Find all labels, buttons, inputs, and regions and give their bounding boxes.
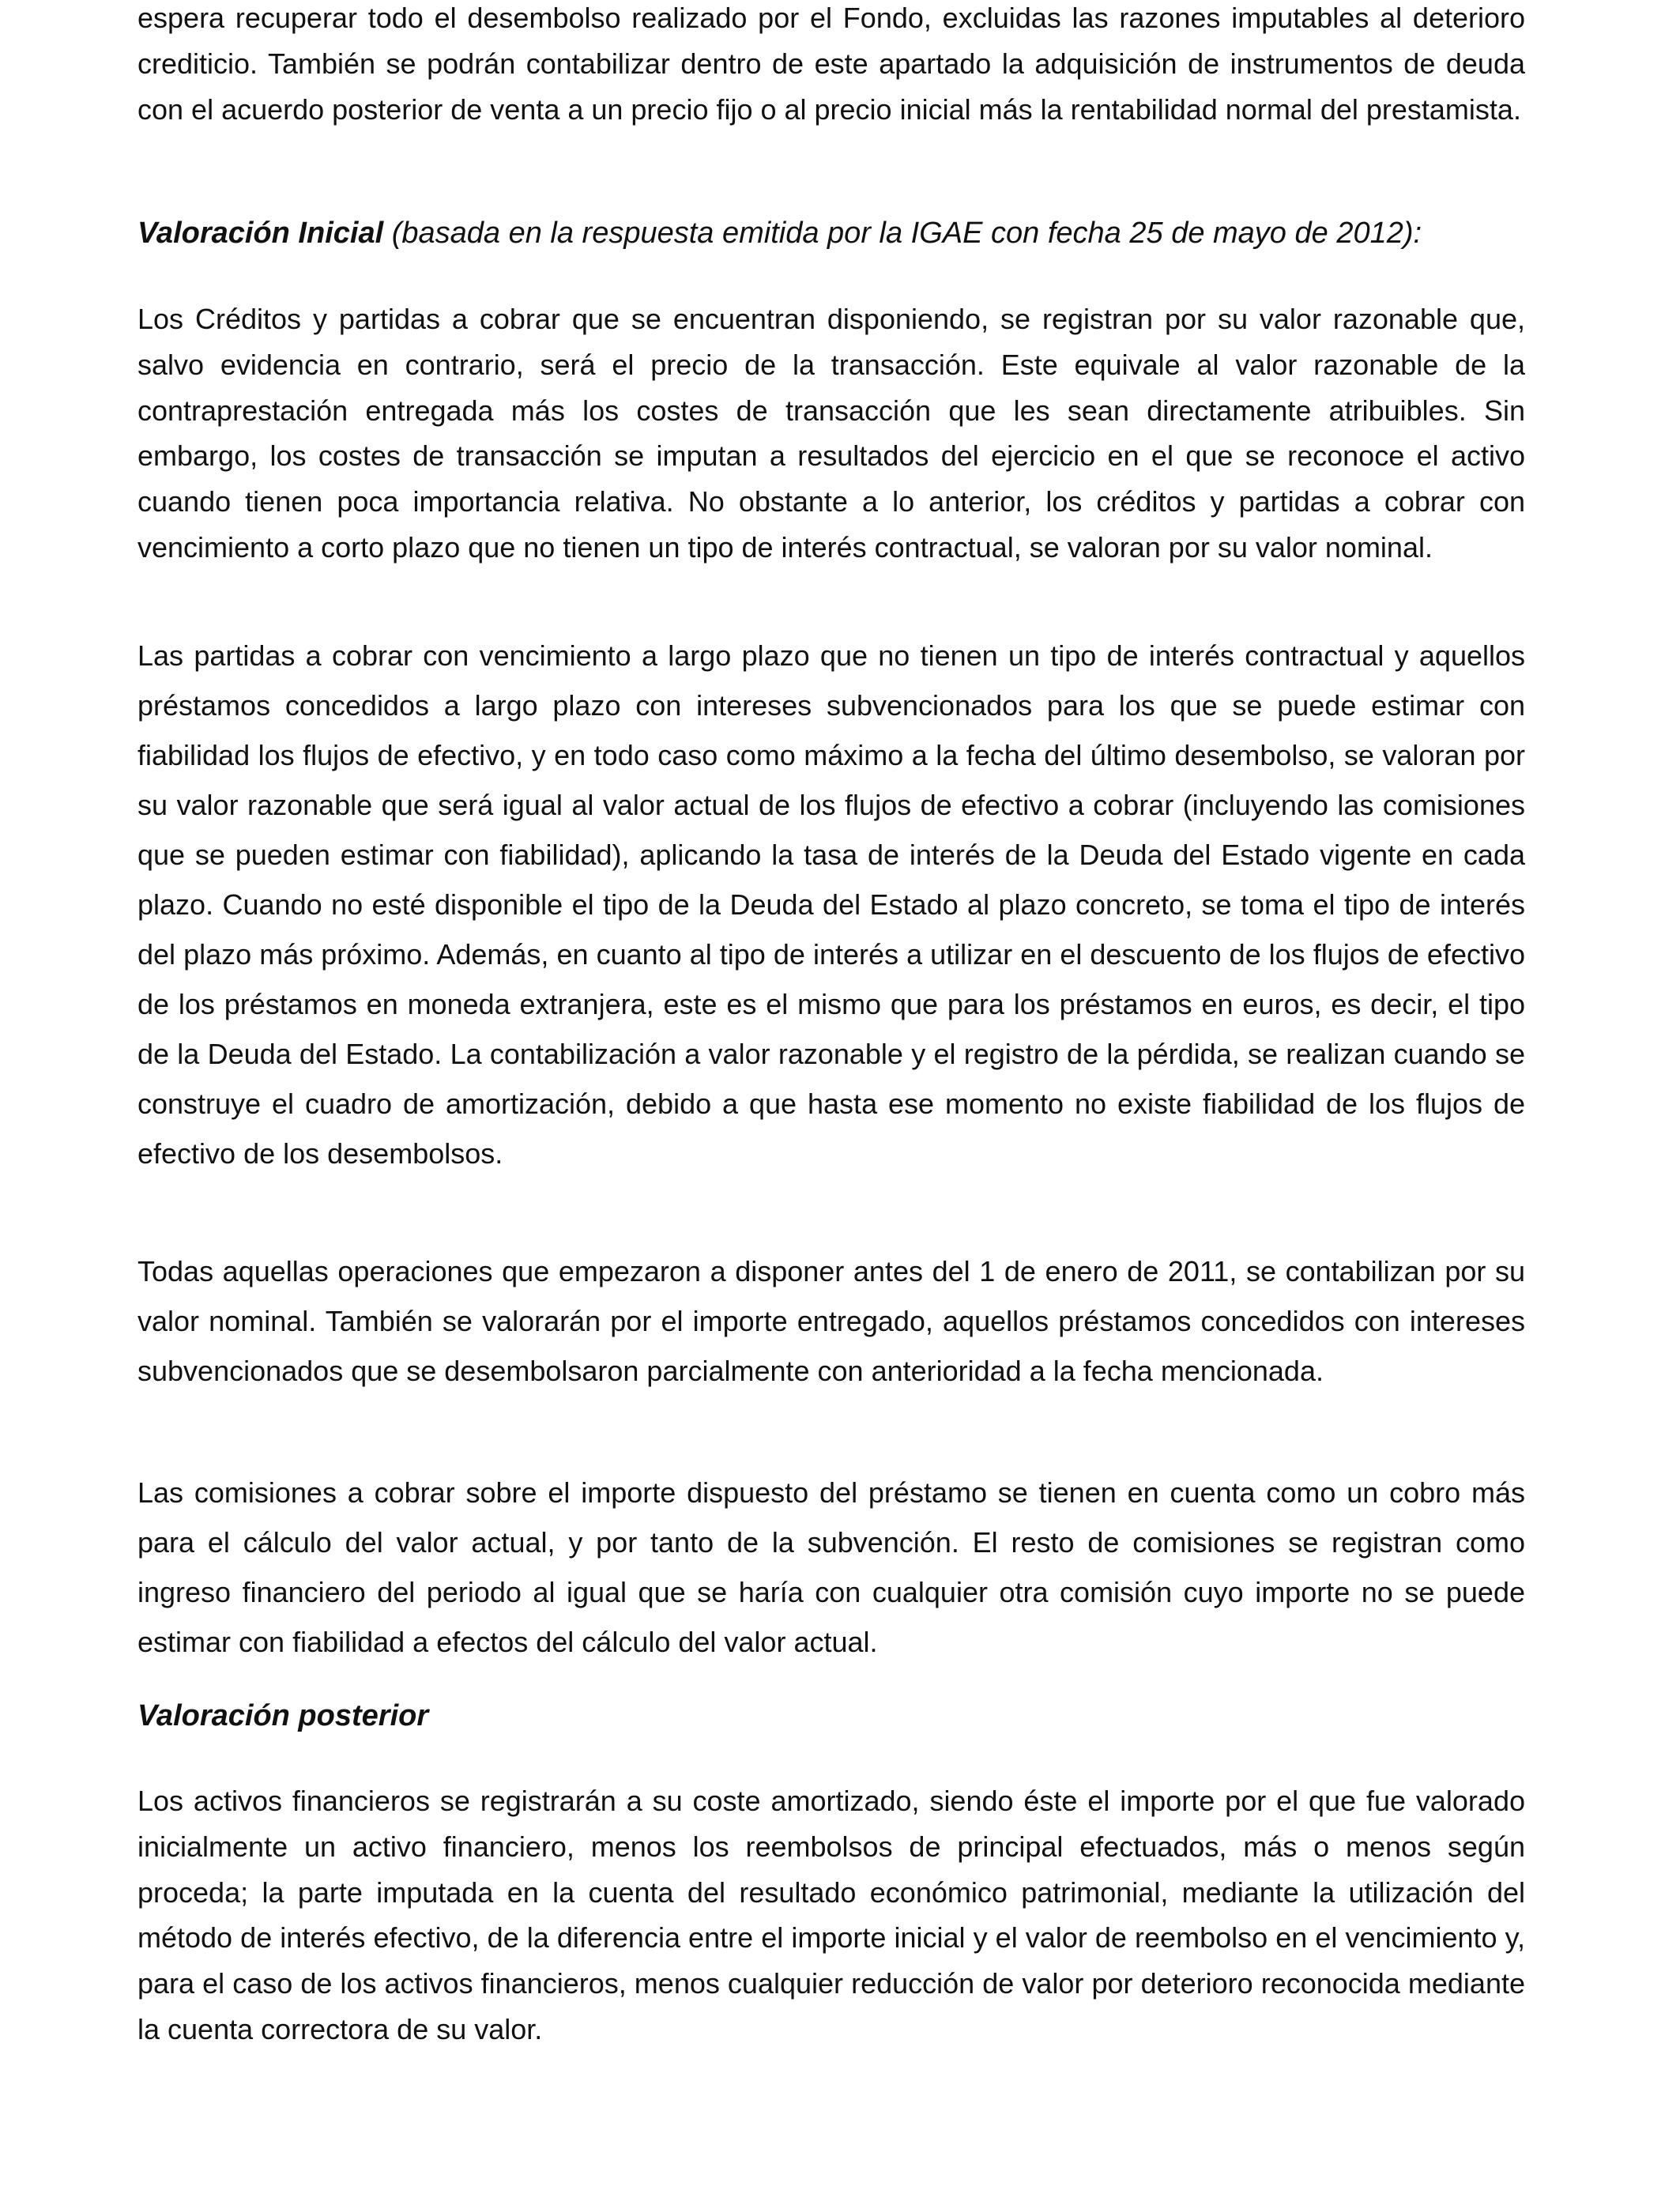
paragraph-partidas-largo-plazo: Las partidas a cobrar con vencimiento a largo plazo que no tienen un tipo de interés contractual y aquellos préstamos concedidos a largo plazo con intereses subvencionados para los que se puede estimar con fiabilidad los flujos de efectivo, y en todo caso como máximo a la fecha del último desembolso, se valoran por su valor razonable que será igual al valor actual de los flujos de efectivo a cobrar (incluyendo las comisiones que se pueden estimar con fiabilidad), aplicando la tasa de interés de la Deuda del Estado vigente en cada plazo. Cuando no esté disponible el tipo de la Deuda del Estado al plazo concreto, se toma el tipo de interés del plazo más próximo. Además, en cuanto al tipo de interés a utilizar en el descuento de los flujos de efectivo de los préstamos en moneda extranjera, este es el mismo que para los préstamos en euros, es decir, el tipo de la Deuda del Estado. La contabilización a valor razonable y el registro de la pérdida, se realizan cuando se construye el cuadro de amortización, debido a que hasta ese momento no existe fiabilidad de los flujos de efectivo de los desembolsos.	[137, 639, 1525, 1170]
heading-valoracion-inicial	[137, 210, 1525, 256]
paragraph-intro: espera recuperar todo el desembolso realizado por el Fondo, excluidas las razones imputables al deterioro crediticio. También se podrán contabilizar dentro de este apartado la adquisición de instrumentos de deuda con el acuerdo posterior de venta a un precio fijo o al precio inicial más la rentabilidad normal del prestamista.	[137, 2, 1525, 126]
heading-note: (basada en la respuesta emitida por la IGAE con fecha 25 de mayo de 2012):	[391, 217, 1422, 250]
heading-valoracion-posterior	[137, 1693, 1525, 1739]
paragraph-creditos: Los Créditos y partidas a cobrar que se encuentran disponiendo, se registran por su valor razonable que, salvo evidencia en contrario, será el precio de la transacción. Este equivale al valor razonable de la contraprestación entregada más los costes de transacción que les sean directamente atribuibles. Sin embargo, los costes de transacción se imputan a resultados del ejercicio en el que se reconoce el activo cuando tienen poca importancia relativa. No obstante a lo anterior, los créditos y partidas a cobrar con vencimiento a corto plazo que no tienen un tipo de interés contractual, se valoran por su valor nominal.	[137, 303, 1525, 564]
heading-title: Valoración posterior	[137, 1699, 429, 1732]
heading-title: Valoración Inicial	[137, 217, 384, 250]
paragraph-operaciones-2011: Todas aquellas operaciones que empezaron a disponer antes del 1 de enero de 2011, se contabilizan por su valor nominal. También se valorarán por el importe entregado, aquellos préstamos concedidos con intereses subvencionados que se desembolsaron parcialmente con anterioridad a la fecha mencionada.	[137, 1255, 1525, 1387]
paragraph-coste-amortizado: Los activos financieros se registrarán a su coste amortizado, siendo éste el importe por el que fue valorado inicialmente un activo financiero, menos los reembolsos de principal efectuados, más o menos según proceda; la parte imputada en la cuenta del resultado económico patrimonial, mediante la utilización del método de interés efectivo, de la diferencia entre el importe inicial y el valor de reembolso en el vencimiento y, para el caso de los activos financieros, menos cualquier reducción de valor por deterioro reconocida mediante la cuenta correctora de su valor.	[137, 1785, 1525, 2045]
paragraph-comisiones: Las comisiones a cobrar sobre el importe dispuesto del préstamo se tienen en cuenta como un cobro más para el cálculo del valor actual, y por tanto de la subvención. El resto de comisiones se registran como ingreso financiero del periodo al igual que se haría con cualquier otra comisión cuyo importe no se puede estimar con fiabilidad a efectos del cálculo del valor actual.	[137, 1476, 1525, 1658]
